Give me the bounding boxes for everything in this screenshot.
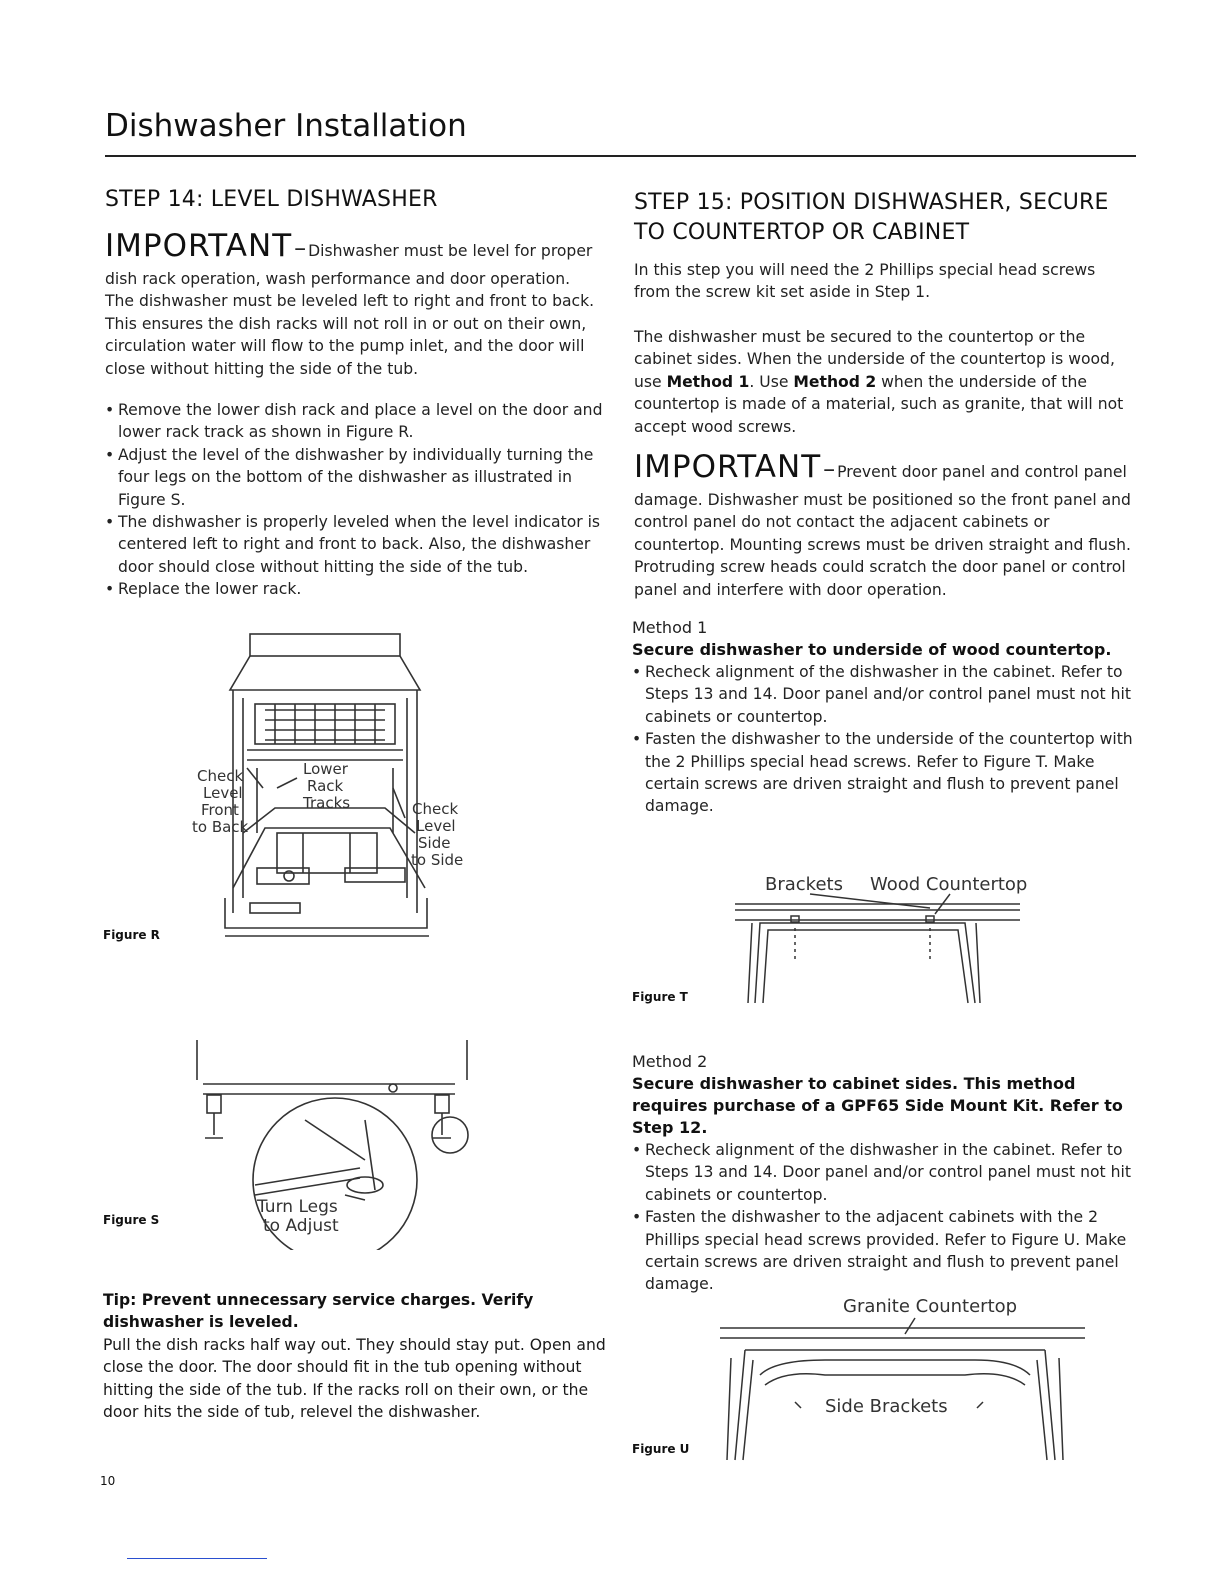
method1-title: Method 1 (632, 618, 708, 637)
figure-r-left-callout-3: Front (201, 801, 239, 819)
method1-block (632, 617, 1137, 818)
figure-r-right-callout-2: Level (416, 817, 456, 835)
figure-r-left-callout-1: Check (197, 767, 244, 785)
list-item: • Fasten the dishwasher to the underside of the countertop with the 2 Phillips special head screws. Refer to Figure T. Make certain screws are driven straight and flush to prevent panel damage. (632, 728, 1137, 818)
method2-ref: Method 2 (793, 372, 877, 391)
page-number: 10 (100, 1474, 116, 1488)
method2-title: Method 2 (632, 1052, 708, 1071)
figure-u-countertop-callout: Granite Countertop (843, 1296, 1018, 1317)
important-dash: – (294, 234, 307, 262)
figure-r-left-callout-2: Level (203, 784, 243, 802)
method2-subtitle: Secure dishwasher to cabinet sides. This method requires purchase of a GPF65 Side Mount Kit. Refer to Step 12. (632, 1074, 1123, 1137)
page-title: Dishwasher Installation (105, 108, 467, 144)
important-dash: – (823, 455, 836, 483)
figure-r-illustration (185, 628, 475, 948)
step14-bullets (105, 399, 605, 601)
step15-heading-line1: STEP 15: POSITION DISHWASHER, SECURE (634, 190, 1109, 215)
figure-s-illustration (185, 1040, 485, 1250)
step14-heading: STEP 14: LEVEL DISHWASHER (105, 187, 438, 212)
figure-r-center-callout-3: Tracks (303, 794, 351, 812)
important-lead: Prevent door panel and control panel (837, 463, 1127, 481)
figure-t-illustration (730, 868, 1040, 1008)
step15-intro: In this step you will need the 2 Phillips special head screws from the screw kit set aside in Step 1. (634, 261, 1096, 302)
method1-ref: Method 1 (666, 372, 750, 391)
figure-s-callout-1: Turn Legs (257, 1197, 338, 1217)
list-item: • Replace the lower rack. (105, 578, 605, 600)
tip-heading: Tip: Prevent unnecessary service charges. Verify dishwasher is leveled. (103, 1291, 534, 1332)
step15-important (634, 450, 1139, 601)
figure-t-label: Figure T (632, 990, 688, 1004)
figure-r-right-callout-1: Check (412, 800, 459, 818)
figure-s-callout-2: to Adjust (263, 1216, 339, 1236)
figure-r-left-callout-4: to Back (192, 818, 249, 836)
step15-heading (634, 188, 1154, 248)
list-item: • Remove the lower dish rack and place a level on the door and lower rack track as shown in Figure R. (105, 399, 605, 444)
para2-b: . Use (749, 372, 794, 391)
figure-r-center-callout-2: Rack (307, 777, 344, 795)
important-lead: Dishwasher must be level for proper (308, 242, 593, 260)
important-body: dish rack operation, wash performance and door operation. The dishwasher must be leveled left to right and front to back. This ensures the dish racks will not roll in or out on their own, circulation water will flow to the pump inlet, and the door will close without hitting the side of the tub. (105, 270, 595, 378)
figure-r-center-callout-1: Lower (303, 760, 348, 778)
important-label: IMPORTANT (105, 228, 293, 264)
list-item: • Adjust the level of the dishwasher by individually turning the four legs on the bottom of the dishwasher as illustrated in Figure S. (105, 444, 605, 511)
para2-a: The dishwasher must be secured to the countertop or the cabinet sides. When the underside of the countertop is wood, use (634, 328, 1115, 391)
step15-heading-line2: TO COUNTERTOP OR CABINET (634, 220, 970, 245)
figure-s-label: Figure S (103, 1213, 160, 1227)
method1-subtitle: Secure dishwasher to underside of wood countertop. (632, 640, 1112, 659)
figure-r-right-callout-3: Side (418, 834, 451, 852)
figure-r-right-callout-4: to Side (411, 851, 464, 869)
tip-body: Pull the dish racks half way out. They should stay put. Open and close the door. The door should fit in the tub opening without hitting the side of the tub. If the racks roll on their own, or the door hits the side of tub, relevel the dishwasher. (103, 1335, 606, 1422)
figure-u-illustration (715, 1290, 1095, 1465)
method2-block (632, 1051, 1137, 1296)
figure-u-brackets-callout: Side Brackets (825, 1396, 948, 1417)
header-rule (105, 155, 1136, 157)
para2-c: when the underside of the countertop is made of a material, such as granite, that will not accept wood screws. (634, 372, 1124, 436)
step15-methods-para (634, 326, 1134, 438)
figure-t-countertop-callout: Wood Countertop (870, 874, 1028, 895)
list-item: • Recheck alignment of the dishwasher in the cabinet. Refer to Steps 13 and 14. Door panel and/or control panel must not hit cabinets or countertop. (632, 661, 1137, 728)
step14-important (105, 229, 600, 380)
list-item: • Fasten the dishwasher to the adjacent cabinets with the 2 Phillips special head screws provided. Refer to Figure U. Make certain screws are driven straight and flush to prevent panel damage. (632, 1206, 1137, 1296)
figure-r-label: Figure R (103, 928, 160, 942)
figure-u-label: Figure U (632, 1442, 690, 1456)
important-body: damage. Dishwasher must be positioned so the front panel and control panel do not contact the adjacent cabinets or countertop. Mounting screws must be driven straight and flush. Protruding screw heads could scratch the door panel or control panel and interfere with door operation. (634, 491, 1131, 599)
figure-t-brackets-callout: Brackets (765, 874, 843, 895)
bottom-edge-mark (127, 1558, 267, 1559)
tip-block (103, 1289, 613, 1423)
important-label: IMPORTANT (634, 449, 822, 485)
list-item: • The dishwasher is properly leveled when the level indicator is centered left to right and front to back. Also, the dishwasher door should close without hitting the side of the tub. (105, 511, 605, 578)
list-item: • Recheck alignment of the dishwasher in the cabinet. Refer to Steps 13 and 14. Door panel and/or control panel must not hit cabinets or countertop. (632, 1139, 1137, 1206)
